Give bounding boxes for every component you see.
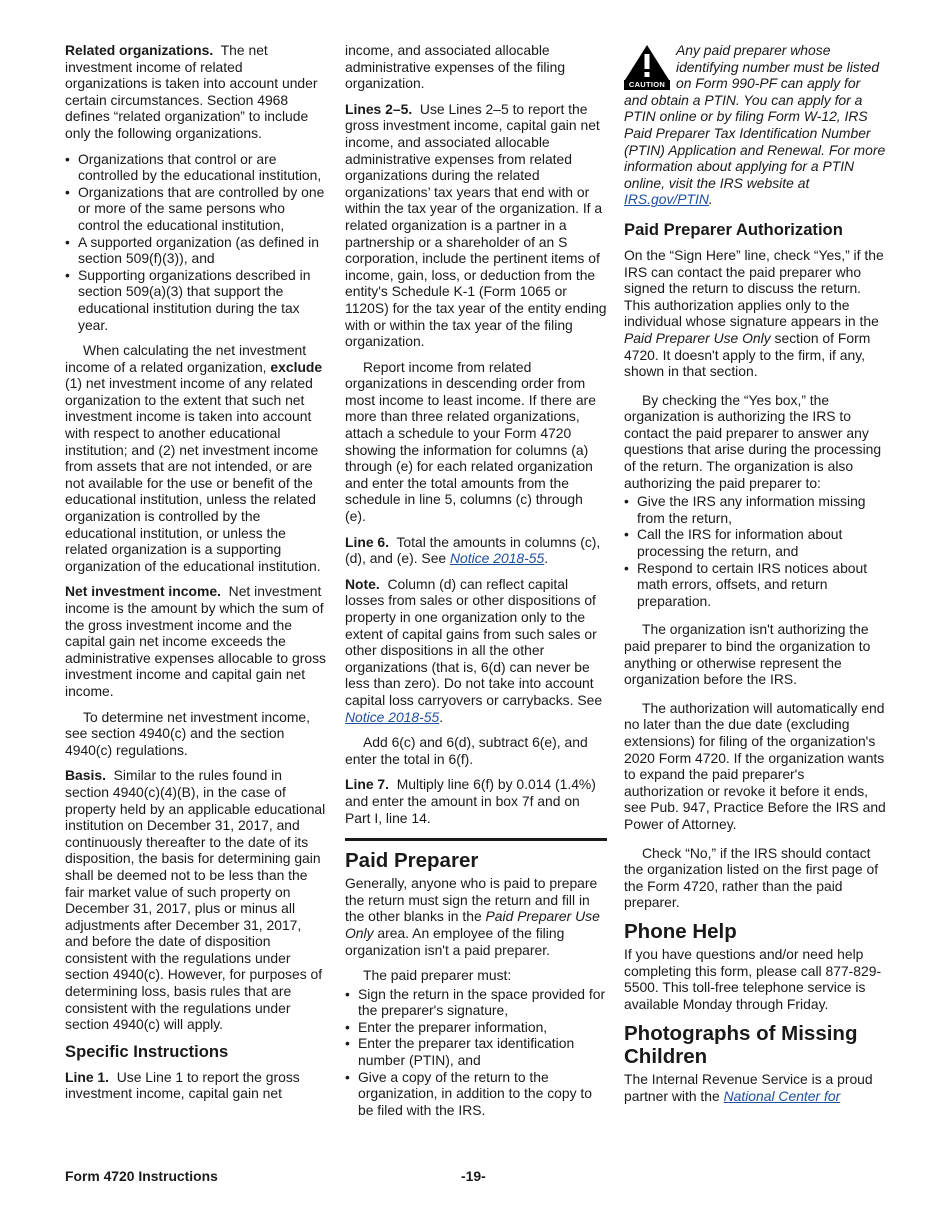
- net-investment-income-heading: Net investment income.: [65, 583, 221, 600]
- list-item: • A supported organization (as defined in section 509(f)(3)), and: [65, 234, 327, 267]
- add-paragraph: Add 6(c) and 6(d), subtract 6(e), and enter the total in 6(f).: [345, 734, 588, 767]
- line6-heading: Line 6.: [345, 533, 389, 550]
- list-item: • Organizations that control or are controlled by the educational institution,: [65, 151, 327, 184]
- list-item: • Enter the preparer information,: [345, 1019, 607, 1036]
- authorization-paragraph: [624, 247, 886, 380]
- warning-triangle-icon: [624, 44, 670, 80]
- specific-instructions-heading: Specific Instructions: [65, 1041, 229, 1061]
- determine-nii-paragraph: To determine net investment income, see section 4940(c) and the section 4940(c) regulations.: [65, 708, 310, 758]
- list-item: • Sign the return in the space provided for the preparer's signature,: [345, 986, 607, 1019]
- line7-paragraph: [345, 776, 607, 826]
- missing-children-heading: Photographs of Missing Children: [624, 1022, 858, 1069]
- line6-text: Total the amounts in columns (c), (d), and (e). See: [345, 533, 601, 567]
- line1-continued-paragraph: income, and associated allocable administrative expenses of the filing organization.: [345, 42, 566, 92]
- calculation-exclude: exclude: [270, 358, 323, 375]
- preparer-must-intro: The paid preparer must:: [363, 967, 512, 984]
- calculation-paragraph: [65, 342, 327, 574]
- column-right: [624, 42, 886, 1113]
- check-no-paragraph: Check “No,” if the IRS should contact the organization listed on the first page of the Form 4720, rather than the paid preparer.: [624, 844, 879, 911]
- basis-text: Similar to the rules found in section 4940(c)(4)(B), in the case of property held by an applicable educational institution on December 31, 2017, and continuously thereafter to the date of its disposition, the basis for determining gain shall be deemed not to be less than the fair market value of such property on December 31, 2017, plus or minus all adjustments after December 31, 2017, and before the date of disposition consistent with the regulations under section 4940(c). However, for purposes of determining loss, basis rules that are consistent with the regulations under section 4940(c) will apply.: [65, 767, 326, 1033]
- column-left: [65, 42, 327, 1111]
- preparer-must-list: [345, 986, 607, 1119]
- authorization-text-pre: On the “Sign Here” line, check “Yes,” if the IRS can contact the paid preparer who signed the return to discuss the return. This authorization applies only to the individual whose signature appears in the: [624, 246, 884, 330]
- basis-paragraph: [65, 767, 327, 1033]
- authorization-list: [624, 493, 886, 609]
- note-paragraph: Note. Column (d) can reflect capital losses from sales or other dispositions of property in one organization only to the extent of capital gains from such sales or other dispositions in all the other organizations (that is, 6(d) can never be less than zero). Do not take into account capital loss carryovers or carrybacks. See Notice 2018-55.: [345, 575, 603, 725]
- national-center-link[interactable]: National Center for: [723, 1087, 841, 1104]
- authorization-italic: Paid Preparer Use Only: [624, 329, 771, 346]
- paid-preparer-text-post: area. An employee of the filing organization isn't a paid preparer.: [345, 924, 565, 958]
- notice-2018-55-link[interactable]: Notice 2018-55: [450, 550, 545, 567]
- lines-2-5-heading: Lines 2–5.: [345, 100, 413, 117]
- line1-text: Use Line 1 to report the gross investment income, capital gain net: [65, 1068, 300, 1102]
- caution-icon: [624, 44, 670, 90]
- list-item: • Enter the preparer tax identification number (PTIN), and: [345, 1035, 607, 1068]
- line6-paragraph: Line 6. Total the amounts in columns (c), (d), and (e). See Notice 2018-55.: [345, 533, 601, 567]
- phone-help-paragraph: If you have questions and/or need help completing this form, please call 877-829-5500. This toll-free telephone service is available Monday through Friday.: [624, 945, 882, 1012]
- irs-ptin-link[interactable]: IRS.gov/PTIN: [624, 191, 709, 208]
- caution-text: Any paid preparer whose identifying number must be listed on Form 990-PF can apply for and obtain a PTIN. You can apply for a PTIN online or by filing Form W-12, IRS Paid Preparer Tax Identification Number (PTIN) Application and Renewal. For more information about applying for a PTIN online, visit the IRS website at: [624, 42, 886, 191]
- paid-preparer-heading: Paid Preparer: [345, 849, 479, 873]
- list-item: • Give a copy of the return to the organization, in addition to the copy to be filed with the IRS.: [345, 1069, 607, 1119]
- phone-help-heading: Phone Help: [624, 919, 737, 943]
- authorization-text-post: section of Form 4720. It doesn't apply to the firm, if any, shown in that section.: [624, 329, 871, 380]
- paid-preparer-authorization-heading: Paid Preparer Authorization: [624, 219, 843, 239]
- footer-page-number: -19-: [461, 1168, 486, 1184]
- list-item: • Respond to certain IRS notices about math errors, offsets, and return preparation.: [624, 560, 886, 610]
- related-organizations-text: The net investment income of related organizations is taken into account under certain circumstances. Section 4968 defines “related organization” to include only the following organizations.: [65, 42, 318, 141]
- footer-form-name: Form 4720 Instructions: [65, 1168, 218, 1184]
- paid-preparer-text-pre: Generally, anyone who is paid to prepare the return must sign the return and fill in the other blanks in the: [345, 875, 598, 925]
- lines-2-5-paragraph: [345, 101, 607, 350]
- calculation-text-pre: When calculating the net investment income of a related organization,: [65, 342, 307, 375]
- not-authorizing-paragraph: The organization isn't authorizing the paid preparer to bind the organization to anything or otherwise represent the organization before the IRS.: [624, 621, 871, 688]
- section-divider: [345, 838, 607, 841]
- note-text: Column (d) can reflect capital losses from sales or other dispositions of property in one organization only to the extent of capital gains from such sales or other dispositions in all the other organizations (that is, 6(d) can never be less than zero). Do not take into account capital loss carryovers or carrybacks. See: [345, 575, 603, 708]
- report-income-paragraph: Report income from related organizations in descending order from most income to least income. If there are more than three related organizations, attach a schedule to your Form 4720 showing the information for columns (a) through (e) for each related organization and enter the total amounts from the schedule in line 5, columns (c) through (e).: [345, 358, 596, 525]
- line7-text: Multiply line 6(f) by 0.014 (1.4%) and enter the amount in box 7f and on Part I, line 14.: [345, 776, 596, 826]
- paid-preparer-paragraph: [345, 875, 607, 958]
- missing-children-text: The Internal Revenue Service is a proud partner with the: [624, 1071, 873, 1104]
- line1-paragraph: [65, 1069, 327, 1102]
- caution-label: CAUTION: [624, 80, 670, 90]
- paid-preparer-use-only: Paid Preparer Use Only: [345, 908, 600, 941]
- line1-heading: Line 1.: [65, 1068, 109, 1085]
- basis-heading: Basis.: [65, 767, 106, 784]
- calculation-text-post: (1) net investment income of any related organization to the extent that such net investment income is taken into account with respect to another educational institution; and (2) net investment income from assets that are not intended, or are not available for the use or benefit of the educational institution, unless the related organization is controlled by the educational institution, or unless the related organization is a supporting organization of the educational institution.: [65, 375, 321, 574]
- related-organizations-heading: Related organizations.: [65, 42, 214, 58]
- list-item: • Supporting organizations described in section 509(a)(3) that support the educational institution during the tax year.: [65, 267, 327, 333]
- net-investment-income-paragraph: [65, 583, 327, 699]
- related-organizations-list: [65, 151, 327, 334]
- lines-2-5-text: Use Lines 2–5 to report the gross investment income, capital gain net income, and associated allocable administrative expenses from related organizations during the related organizations’ tax years that end with or within the tax year of the organization. If a related organization is a partner in a partnership or a shareholder of an S corporation, include the pertinent items of income, gain, loss, or deduction from the entity's Schedule K-1 (Form 1065 or 1120S) for the tax year of the entity ending with or within the tax year of the filing organization.: [345, 100, 607, 350]
- list-item: • Give the IRS any information missing from the return,: [624, 493, 886, 526]
- column-middle: [345, 42, 607, 1127]
- line7-heading: Line 7.: [345, 776, 389, 793]
- list-item: • Call the IRS for information about processing the return, and: [624, 526, 886, 559]
- related-organizations-paragraph: [65, 42, 327, 142]
- checking-yes-paragraph: By checking the “Yes box,” the organization is authorizing the IRS to contact the paid preparer to answer any questions that arise during the processing of the return. The organization is also authorizing the paid preparer to:: [624, 391, 882, 491]
- missing-children-paragraph: [624, 1071, 886, 1104]
- net-investment-income-text: Net investment income is the amount by which the sum of the gross investment income and the capital gain net income exceeds the administrative expenses allocable to gross investment income and capital gain net income.: [65, 583, 326, 699]
- auto-end-paragraph: The authorization will automatically end no later than the due date (excluding extensions) for filing of the organization's 2020 Form 4720. If the organization wants to expand the paid preparer's authorization or revoke it before it ends, see Pub. 947, Practice Before the IRS and Power of Attorney.: [624, 699, 886, 832]
- list-item: • Organizations that are controlled by one or more of the same persons who control the educational institution,: [65, 184, 327, 234]
- notice-2018-55-link[interactable]: Notice 2018-55: [345, 708, 440, 725]
- caution-note: CAUTION Any paid preparer whose identifying number must be listed on Form 990-PF can apply for and obtain a PTIN. You can apply for a PTIN online or by filing Form W-12, IRS Paid Preparer Tax Identification Number (PTIN) Application and Renewal. For more information about applying for a PTIN online, visit the IRS website at IRS.gov/PTIN.: [624, 42, 886, 208]
- note-heading: Note.: [345, 575, 380, 592]
